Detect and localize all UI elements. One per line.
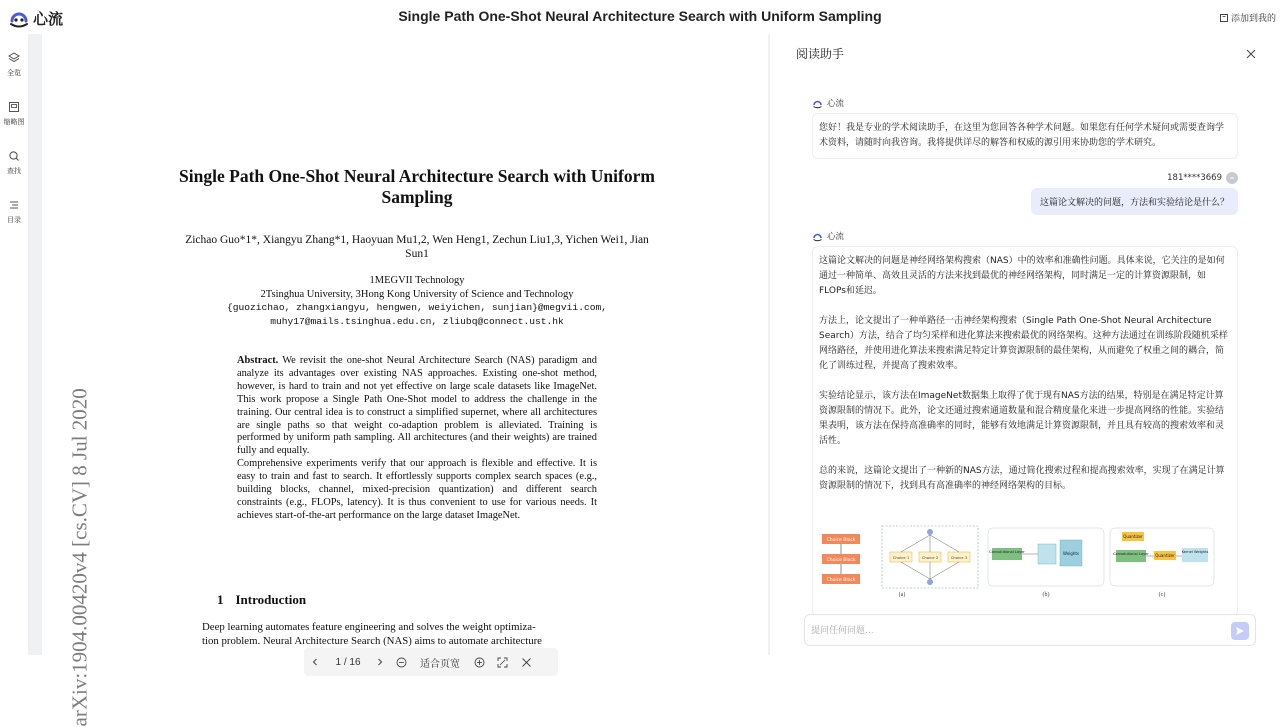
bookmark-icon — [1220, 14, 1228, 22]
close-toolbar-button[interactable] — [514, 652, 538, 672]
user-avatar-icon — [1228, 174, 1236, 182]
logo-icon — [8, 7, 30, 29]
user-label — [1167, 172, 1238, 184]
fig-choice-2: Choice 2 — [921, 555, 939, 560]
pdf-viewer[interactable] — [28, 34, 770, 727]
panel-title: 阅读助手 — [796, 47, 845, 61]
close-icon — [521, 657, 532, 668]
send-button[interactable] — [1231, 622, 1249, 640]
layers-icon — [8, 52, 20, 64]
rail-label: 查找 — [7, 167, 21, 175]
chevron-left-icon — [311, 658, 319, 666]
rail-label: 目录 — [7, 216, 21, 224]
thumbnail-icon — [8, 101, 20, 113]
fig-choice-block: Choice Block — [826, 578, 856, 583]
greeting-text: 您好！我是专业的学术阅读助手，在这里为您回答各种学术问题。如果您有任何学术疑问或需要查询学术资料，请随时向我咨询。我将提供详尽的解答和权威的源引用来协助您的学术研究。 — [819, 123, 1225, 148]
fig-caption-c: (c) — [1158, 592, 1166, 598]
fig-choice-block: Choice Block — [826, 558, 856, 563]
answer-paragraph: 实验结论显示，该方法在ImageNet数据集上取得了优于现有NAS方法的结果，特别是在满足特定计算资源限制的情况下。此外，论文还通过搜索通道数量和混合精度量化来进一步提高网络的性能。实验结果表明，该方法在保持高准确率的同时，能够有效地满足计算资源限制，并且具有较高的搜索效率和灵活性。 — [819, 391, 1225, 446]
user-avatar — [1226, 172, 1238, 184]
toc-icon — [8, 199, 20, 211]
left-rail — [0, 34, 28, 655]
section-heading — [217, 592, 318, 608]
search-icon — [8, 150, 20, 162]
paper-authors: Zichao Guo*1*, Xiangyu Zhang*1, Haoyuan Mu1,2, Wen Heng1, Zechun Liu1,3, Yichen Wei1, Jian Sun1 — [185, 234, 649, 260]
fig-caption-a: (a) — [898, 592, 906, 598]
fig-kernel-weights: Kernel Weights — [1181, 550, 1209, 554]
question-input-box[interactable] — [804, 614, 1256, 646]
question-input[interactable] — [811, 623, 1211, 639]
bot-name: 心流 — [827, 232, 845, 242]
abstract-text-2: Comprehensive experiments verify that our approach is flexible and effective. It is easy to train and fast to search. It effortlessly supports complex search spaces (e.g., building blocks, channel, mixed-precision quantization) and different search constraints (e.g., FLOPs, latency). It is thus convenient to use for various needs. It achieves start-of-the-art performance on the large dataset ImageNet. — [237, 458, 597, 521]
page-indicator[interactable]: 1 / 16 — [335, 656, 361, 668]
answer-paragraph: 总的来说，这篇论文提出了一种新的NAS方法，通过简化搜索过程和提高搜索效率，实现了在满足计算资源限制的情况下，找到具有高准确率的神经网络架构的目标。 — [819, 466, 1225, 491]
bot-avatar-icon — [812, 98, 823, 109]
close-icon — [1246, 49, 1256, 59]
paper-abstract — [237, 355, 597, 523]
bot-label — [812, 97, 844, 109]
intro-text — [202, 620, 632, 648]
panel-divider[interactable] — [770, 34, 784, 655]
close-panel-button[interactable] — [1246, 44, 1256, 63]
fig-conv-layer: Convolutional Layer — [989, 550, 1025, 554]
fig-choice-block: Choice Block — [826, 538, 856, 543]
bot-avatar-icon — [812, 231, 823, 242]
answer-paragraph: 方法上，论文提出了一种单路径一击神经架构搜索（Single Path One-Shot Neural Architecture Search）方法，结合了均匀采样和进化算法来搜索最优的网络架构。这种方法通过在训练阶段随机采样网络路径，并使用进化算法来搜索满足特定计算资源限制的最佳架构，从而避免了权重之间的耦合，简化了训练过程，并提高了搜索效率。 — [819, 316, 1228, 371]
logo-text: 心流 — [33, 9, 64, 28]
figure-panel-c — [1110, 528, 1214, 598]
zoom-in-button[interactable] — [468, 652, 490, 672]
arxiv-stamp: arXiv:1904.00420v4 [cs.CV] 8 Jul 2020 — [67, 388, 92, 727]
fig-caption-b: (b) — [1042, 592, 1050, 598]
section-number: 1 — [217, 592, 224, 607]
abstract-label: Abstract. — [237, 355, 279, 366]
greeting-message — [812, 113, 1238, 159]
next-page-button[interactable] — [370, 652, 390, 672]
figure-panel-a — [822, 526, 978, 598]
rail-item-toc[interactable] — [0, 199, 28, 225]
user-id: 181****3669 — [1167, 173, 1222, 183]
bot-label — [812, 230, 844, 242]
page-toolbar — [304, 648, 558, 676]
app-logo[interactable] — [8, 6, 63, 30]
user-question-message: 这篇论文解决的问题，方法和实验结论是什么？ — [1031, 188, 1238, 215]
fit-width-select[interactable]: 适合页宽 — [420, 658, 460, 670]
paper-affiliations — [172, 274, 662, 328]
intro-line: Deep learning automates feature engineering and solves the weight optimiza- — [202, 621, 536, 633]
rail-label: 缩略图 — [3, 118, 25, 126]
add-to-library-button[interactable] — [1220, 11, 1276, 24]
emails-1: {guozichao, zhangxiangyu, hengwen, weiyichen, sunjian}@megvii.com, — [227, 302, 607, 313]
fig-choice-3: Choice 3 — [950, 555, 968, 560]
zoom-out-icon — [396, 657, 407, 668]
affiliation-1: 1MEGVII Technology — [369, 275, 465, 286]
rail-label: 全览 — [7, 69, 21, 77]
chevron-right-icon — [376, 658, 384, 666]
zoom-in-icon — [474, 657, 485, 668]
answer-paragraph: 这篇论文解决的问题是神经网络架构搜索（NAS）中的效率和准确性问题。具体来说，它关注的是如何通过一种简单、高效且灵活的方法来找到最优的神经网络架构，同时满足一定的计算资源限制，如FLOPs和延迟。 — [819, 256, 1225, 296]
document-title: Single Path One-Shot Neural Architecture Search with Uniform Sampling — [398, 8, 882, 24]
fig-quantizer: Quantizer — [1123, 534, 1143, 539]
fig-choice-1: Choice 1 — [892, 555, 910, 560]
affiliation-2: 2Tsinghua University, 3Hong Kong University of Science and Technology — [260, 288, 574, 300]
rail-item-overview[interactable] — [0, 52, 28, 78]
expand-icon — [497, 657, 508, 668]
send-icon — [1235, 626, 1245, 636]
section-title: Introduction — [235, 592, 307, 607]
pdf-page[interactable] — [42, 34, 768, 727]
rail-item-search[interactable] — [0, 150, 28, 176]
fig-quantizer: Quantizer — [1155, 553, 1175, 558]
fig-weights: Weights — [1062, 551, 1080, 556]
fig-conv-layer: Convolutional Layer — [1113, 552, 1149, 556]
fullscreen-button[interactable] — [490, 652, 514, 672]
emails-2: muhy17@mails.tsinghua.edu.cn, zliubq@connect.ust.hk — [270, 315, 564, 327]
bot-name: 心流 — [827, 99, 845, 109]
top-bar — [0, 0, 1280, 34]
add-to-library-label: 添加到我的 — [1230, 14, 1276, 24]
rail-item-thumbnails[interactable] — [0, 101, 28, 127]
zoom-out-button[interactable] — [390, 652, 412, 672]
prev-page-button[interactable] — [304, 652, 326, 672]
answer-figure[interactable] — [818, 522, 1218, 598]
abstract-text: We revisit the one-shot Neural Architecture Search (NAS) paradigm and analyze its advantages over existing NAS approaches. Existing one-shot method, however, is hard to train and not yet effective on large scale datasets like ImageNet. This work propose a Single Path One-Shot model to address the challenge in the training. Our central idea is to construct a simplified supernet, where all architectures are single paths so that weight co-adaption problem is alleviated. Training is performed by uniform path sampling. All architectures (and their weights) are trained fully and equally. — [237, 355, 597, 457]
paper-title: Single Path One-Shot Neural Architecture Search with Uniform Sampling — [179, 166, 655, 207]
figure-panel-b — [988, 528, 1104, 598]
intro-line: tion problem. Neural Architecture Search (NAS) aims to automate architecture — [202, 635, 542, 647]
assistant-panel — [784, 34, 1274, 655]
